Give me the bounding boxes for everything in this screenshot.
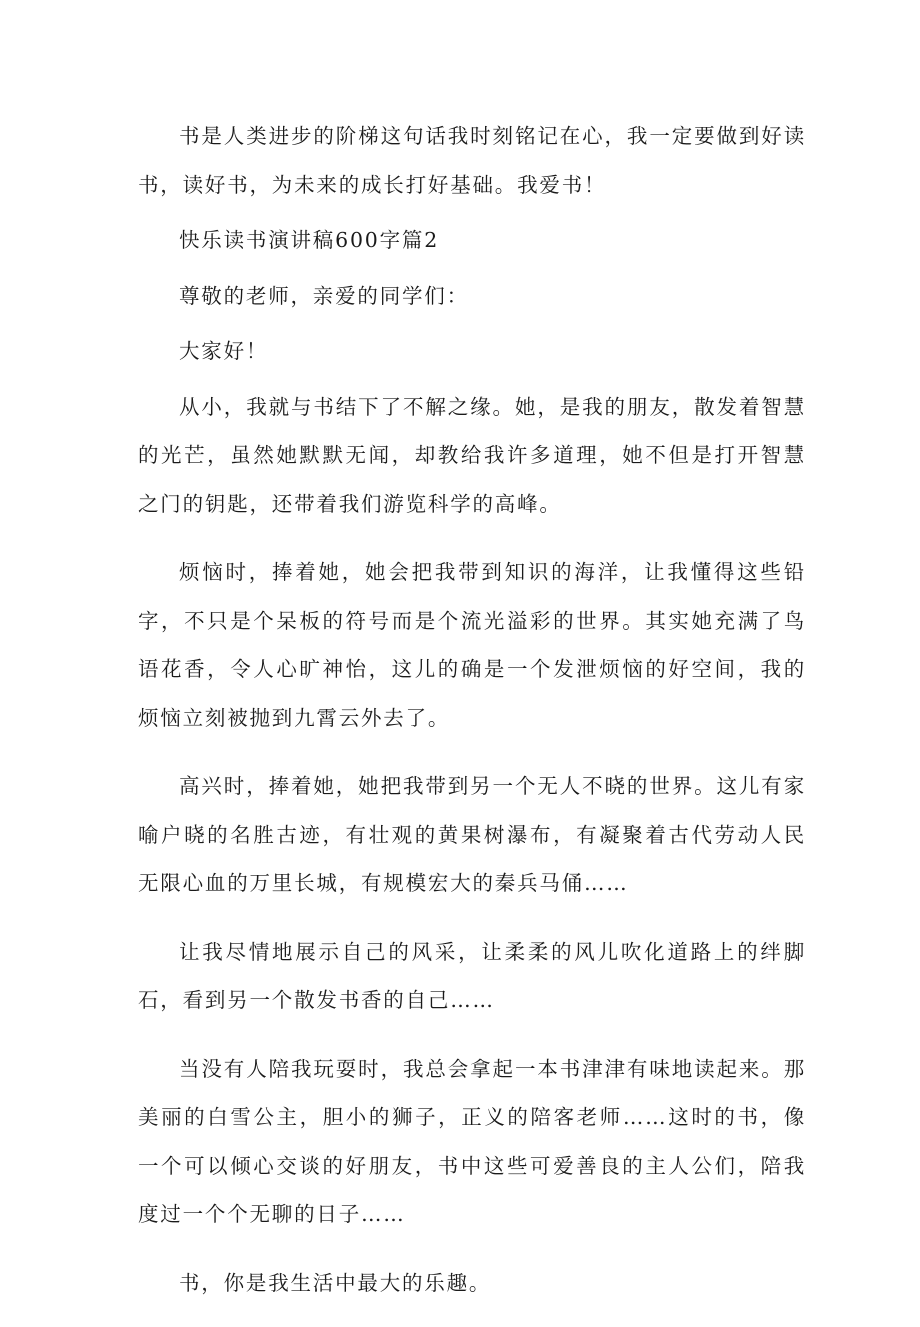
- paragraph-conclusion: 书，你是我生活中最大的乐趣。: [179, 1270, 492, 1295]
- section-heading: 快乐读书演讲稿600字篇2: [179, 228, 440, 252]
- paragraph-happy: 高兴时，捧着她，她把我带到另一个无人不晓的世界。这儿有家喻户晓的名胜古迹，有壮观的黄果树瀑布，有凝聚着古代劳动人民无限心血的万里长城，有规模宏大的秦兵马俑……: [138, 774, 806, 895]
- paragraph-alone: 当没有人陪我玩耍时，我总会拿起一本书津津有味地读起来。那美丽的白雪公主，胆小的狮子，正义的陪客老师……这时的书，像一个可以倾心交谈的好朋友，书中这些可爱善良的主人公们，陪我度过一个个无聊的日子……: [138, 1056, 806, 1226]
- paragraph-love-books: 书是人类进步的阶梯这句话我时刻铭记在心，我一定要做到好读书，读好书，为未来的成长打好基础。我爱书！: [138, 124, 806, 197]
- paragraph-troubled: 烦恼时，捧着她，她会把我带到知识的海洋，让我懂得这些铅字，不只是个呆板的符号而是个流光溢彩的世界。其实她充满了鸟语花香，令人心旷神怡，这儿的确是一个发泄烦恼的好空间，我的烦恼立刻被抛到九霄云外去了。: [138, 560, 806, 730]
- paragraph-childhood: 从小，我就与书结下了不解之缘。她，是我的朋友，散发着智慧的光芒，虽然她默默无闻，却教给我许多道理，她不但是打开智慧之门的钥匙，还带着我们游览科学的高峰。: [138, 394, 806, 516]
- greeting: 大家好！: [179, 339, 269, 363]
- paragraph-show-self: 让我尽情地展示自己的风采，让柔柔的风儿吹化道路上的绊脚石，看到另一个散发书香的自己……: [138, 939, 806, 1012]
- salutation: 尊敬的老师，亲爱的同学们：: [179, 283, 469, 308]
- document-body: [138, 112, 806, 1327]
